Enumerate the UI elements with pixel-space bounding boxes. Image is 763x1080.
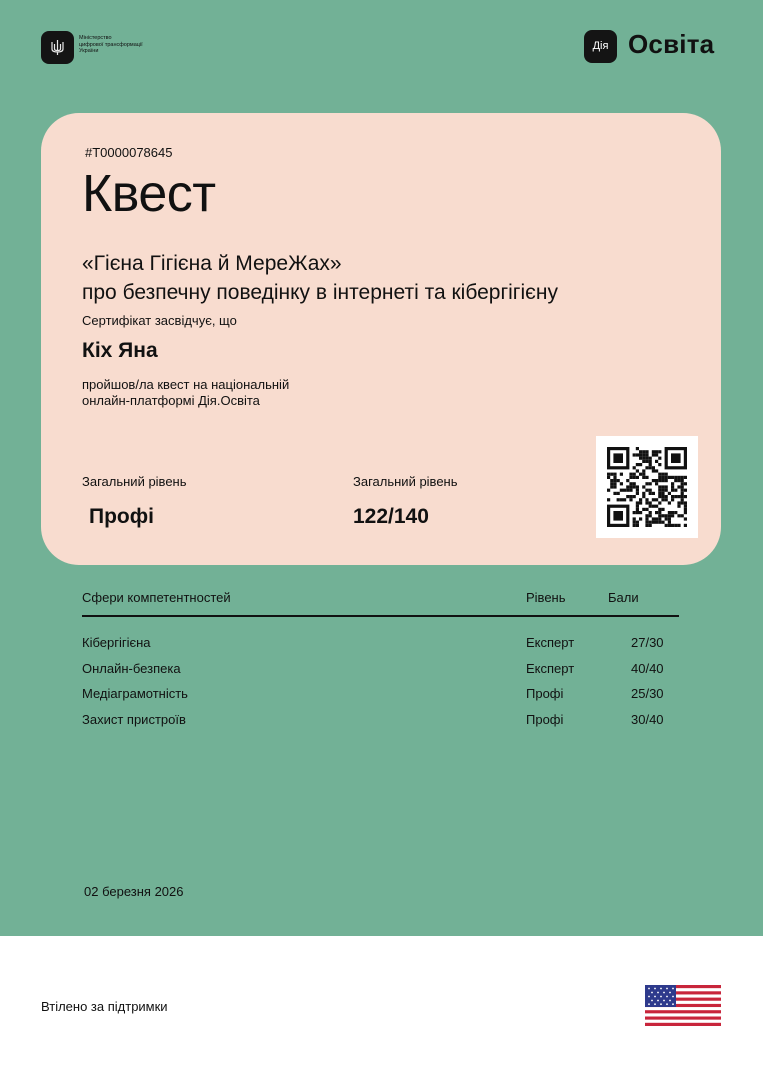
dia-logo-badge: Дія (584, 30, 617, 63)
table-row (0, 661, 763, 681)
competency-name: Кібергігієна (82, 635, 151, 650)
ministry-line: України (79, 48, 99, 54)
table-row (0, 712, 763, 732)
quest-name: «Гієна Гігієна й МереЖах» (82, 252, 342, 275)
competency-score: 40/40 (631, 661, 664, 676)
ministry-name (79, 35, 174, 55)
certificate-title: Квест (82, 165, 216, 223)
overall-level-value: Профі (89, 505, 154, 528)
competency-level: Експерт (526, 661, 575, 676)
competency-score: 30/40 (631, 712, 664, 727)
competency-level: Експерт (526, 635, 575, 650)
passed-text-line: онлайн-платформі Дія.Освіта (82, 393, 260, 408)
qr-code-icon (596, 436, 698, 538)
us-flag-icon (645, 985, 721, 1031)
table-row (0, 686, 763, 706)
recipient-name: Кіх Яна (82, 339, 158, 362)
competency-level: Профі (526, 686, 564, 701)
ministry-line: цифрової трансформації (79, 41, 143, 48)
table-header-level: Рівень (526, 590, 566, 605)
overall-score-label: Загальний рівень (353, 474, 458, 489)
ministry-line: Міністерство (79, 35, 112, 41)
support-text: Втілено за підтримки (41, 999, 168, 1014)
passed-text-line: пройшов/ла квест на національній (82, 377, 290, 392)
table-header-divider (82, 615, 679, 617)
table-header-area: Сфери компетентностей (82, 590, 231, 605)
table-row (0, 635, 763, 655)
certificate-id: #T0000078645 (85, 145, 173, 160)
table-header-score: Бали (608, 590, 639, 605)
competency-name: Медіаграмотність (82, 686, 188, 701)
quest-subtitle: про безпечну поведінку в інтернеті та кібергігієну (82, 281, 558, 304)
issue-date: 02 березня 2026 (84, 884, 184, 899)
trident-icon (41, 31, 74, 64)
overall-level-label: Загальний рівень (82, 474, 187, 489)
competency-score: 25/30 (631, 686, 664, 701)
platform-name: Освіта (628, 29, 715, 59)
overall-score-value: 122/140 (353, 505, 429, 528)
competency-score: 27/30 (631, 635, 664, 650)
competency-name: Захист пристроїв (82, 712, 186, 727)
certifies-text: Сертифікат засвідчує, що (82, 313, 237, 328)
competency-name: Онлайн-безпека (82, 661, 181, 676)
competency-level: Профі (526, 712, 564, 727)
